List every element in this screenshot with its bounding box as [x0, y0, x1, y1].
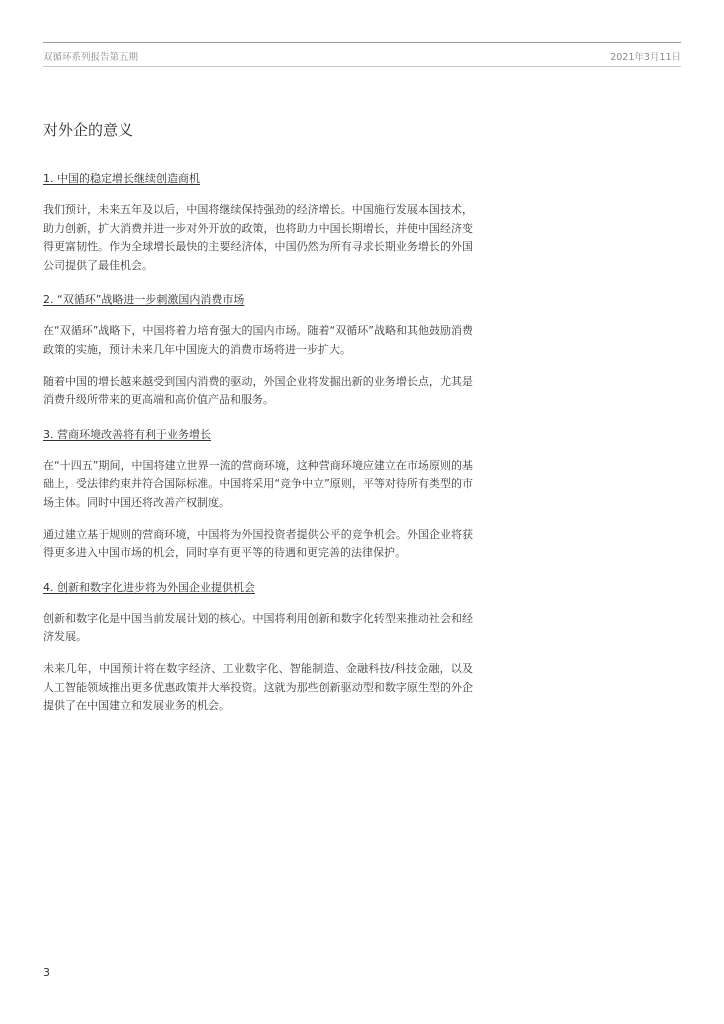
paragraph: 通过建立基于规则的营商环境，中国将为外国投资者提供公平的竞争机会。外国企业将获得更多进入中国市场的机会，同时享有更平等的待遇和更完善的法律保护。 — [43, 527, 473, 560]
section-3 — [43, 423, 473, 563]
paragraph: 随着中国的增长越来越受到国内消费的驱动，外国企业将发掘出新的业务增长点，尤其是消费升级所带来的更高端和高价值产品和服务。 — [43, 374, 473, 407]
section-heading: 1. 中国的稳定增长继续创造商机 — [43, 172, 200, 185]
page-number: 3 — [43, 966, 50, 979]
section-heading: 2. “双循环”战略进一步刺激国内消费市场 — [43, 293, 245, 307]
paragraph: 我们预计，未来五年及以后，中国将继续保持强劲的经济增长。中国施行发展本国技术，助力创新，扩大消费并进一步对外开放的政策，也将助力中国长期增长，并使中国经济变得更富韧性。作为全球增长最快的主要经济体，中国仍然为所有寻求长期业务增长的外国公司提供了最佳机会。 — [43, 203, 473, 272]
section-heading: 4. 创新和数字化进步将为外国企业提供机会 — [43, 580, 255, 594]
top-rule — [43, 42, 681, 43]
paragraph: 在“双循环”战略下，中国将着力培育强大的国内市场。随着“双循环”战略和其他鼓励消费政策的实施，预计未来几年中国庞大的消费市场将进一步扩大。 — [43, 324, 473, 356]
report-series-label: 双循环系列报告第五期 — [43, 52, 139, 63]
paragraph: 未来几年，中国预计将在数字经济、工业数字化、智能制造、金融科技/科技金融，以及人工智能领域推出更多优惠政策并大举投资。这就为那些创新驱动型和数字原生型的外企提供了在中国建立和发展业务的机会。 — [43, 661, 474, 713]
section-heading: 3. 营商环境改善将有利于业务增长 — [43, 427, 211, 441]
main-content — [43, 119, 473, 729]
report-date: 2021年3月11日 — [610, 52, 681, 63]
section-4 — [43, 576, 473, 716]
header-divider — [43, 66, 681, 67]
paragraph: 在“十四五”期间，中国将建立世界一流的营商环境，这种营商环境应建立在市场原则的基础上，受法律约束并符合国际标准。中国将采用“竞争中立”原则，平等对待所有类型的市场主体。同时中国还将改善产权制度。 — [43, 458, 473, 509]
paragraph: 创新和数字化是中国当前发展计划的核心。中国将利用创新和数字化转型来推动社会和经济发展。 — [43, 611, 473, 644]
page-title: 对外企的意义 — [43, 121, 134, 139]
section-2 — [43, 288, 473, 409]
section-1 — [43, 167, 473, 275]
